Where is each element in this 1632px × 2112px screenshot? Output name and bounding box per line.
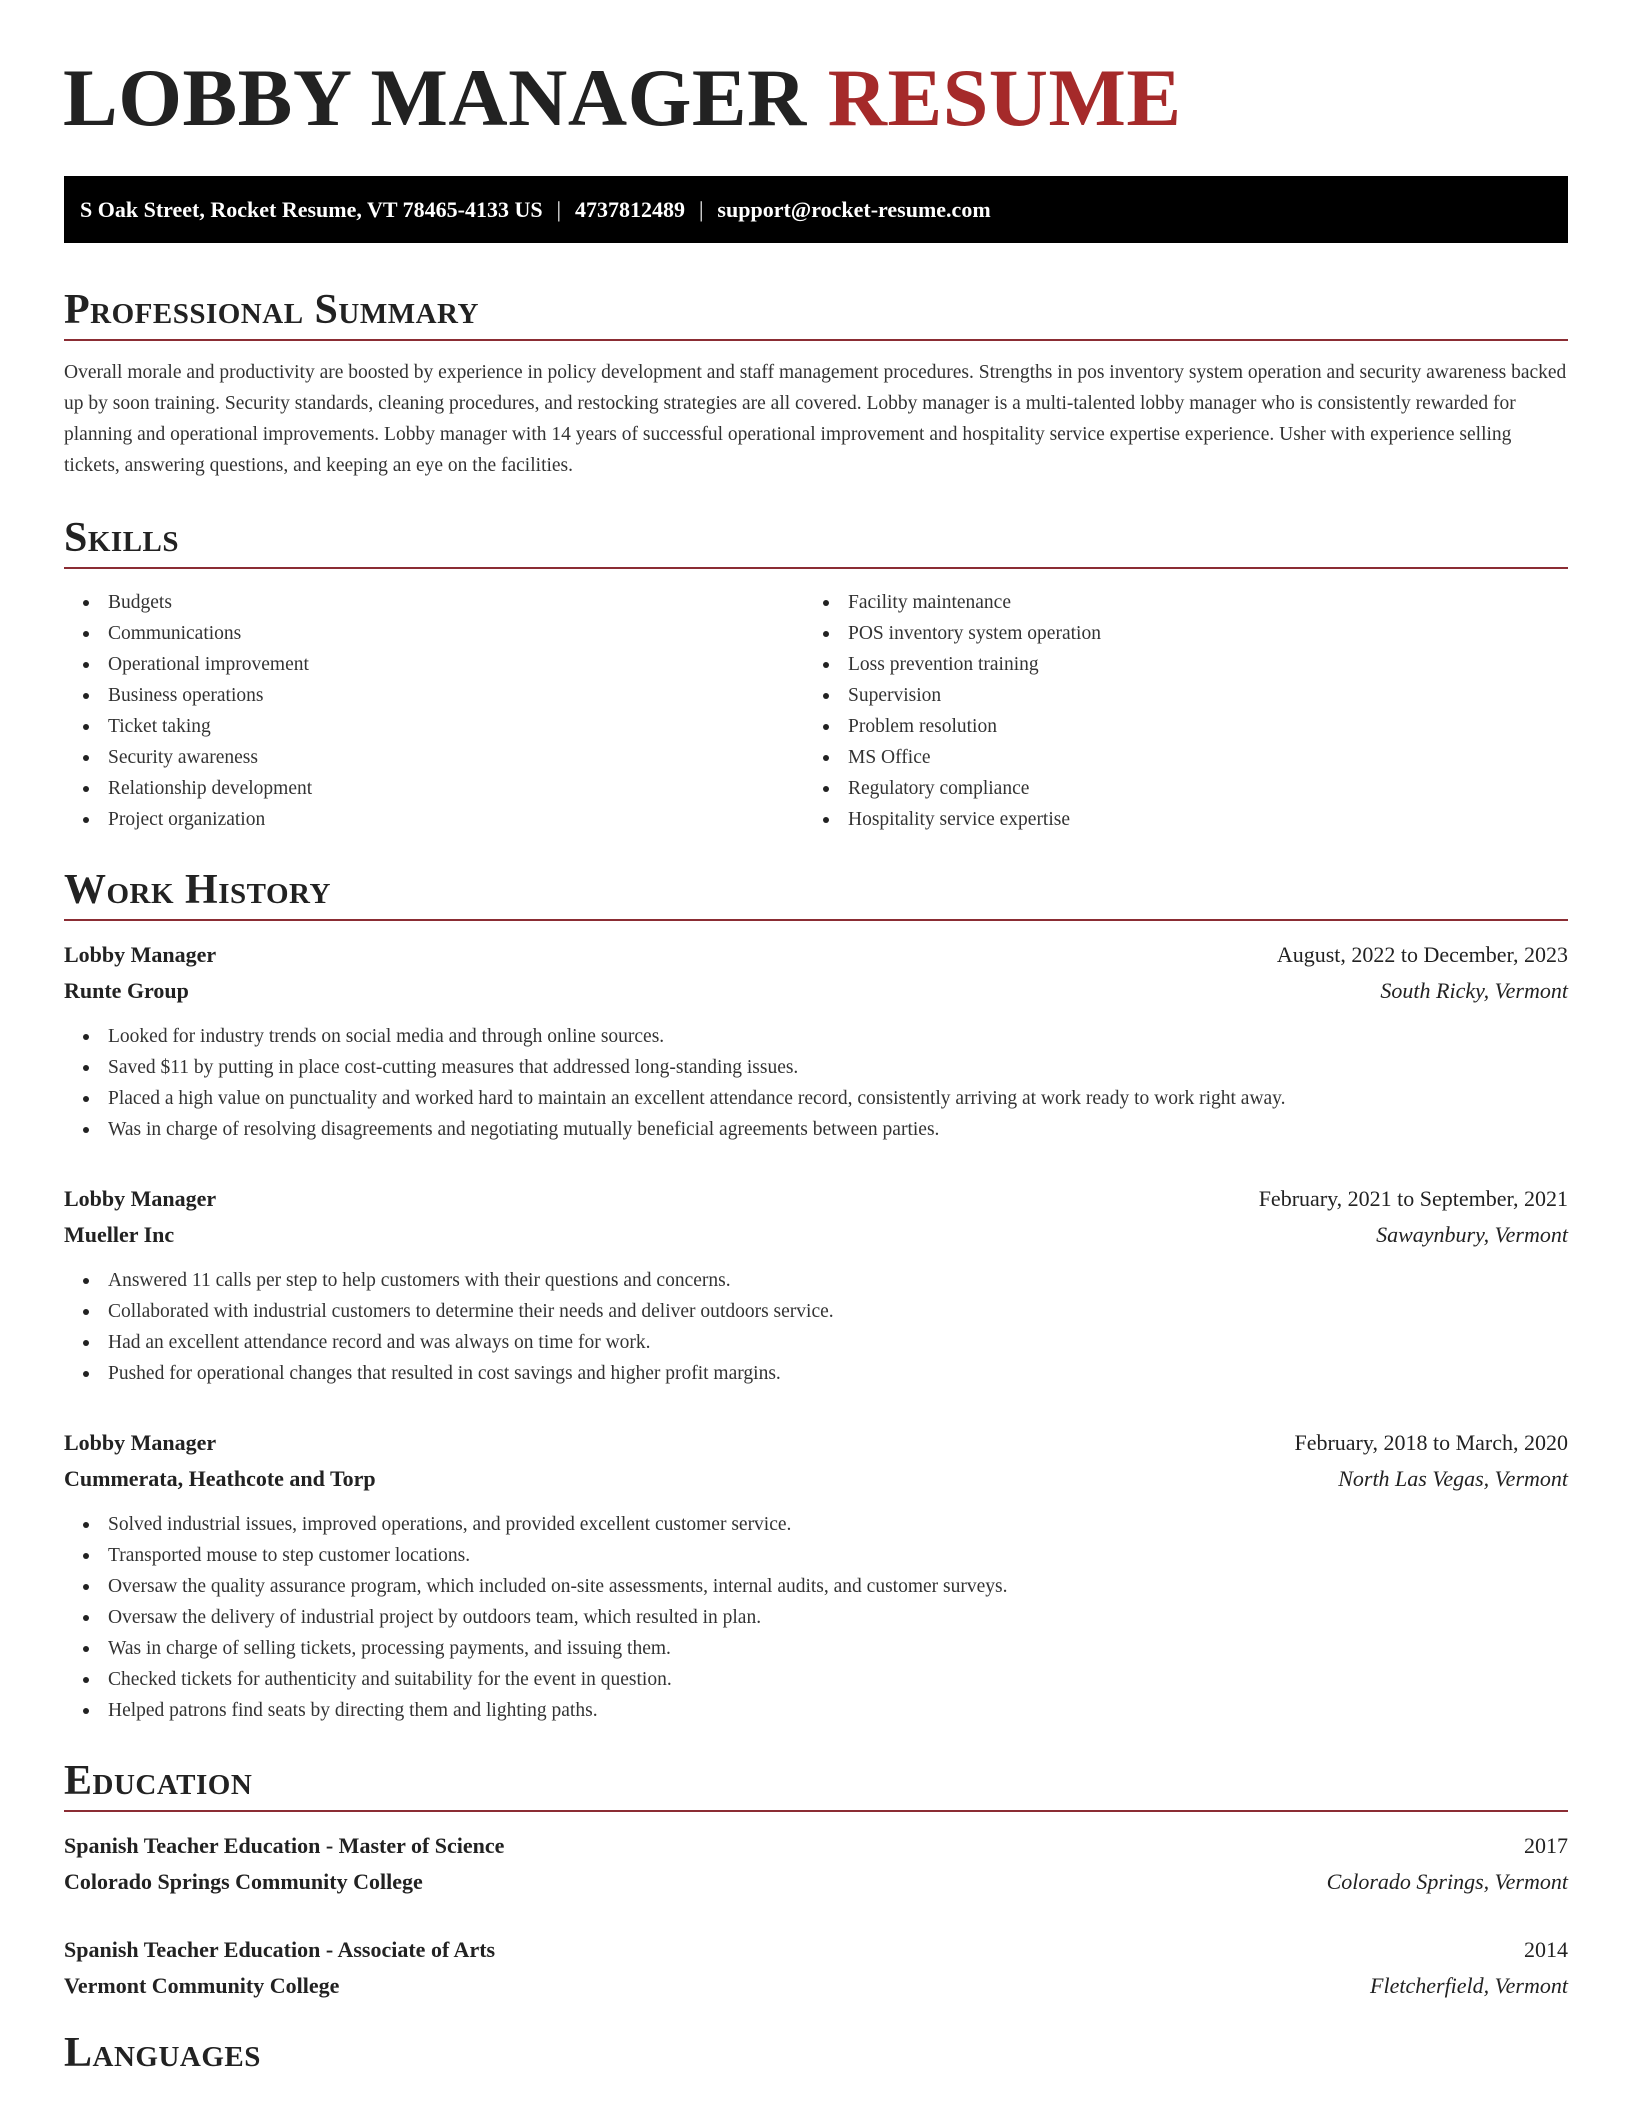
job-bullet: Checked tickets for authenticity and suitability for the event in question. <box>64 1664 1568 1695</box>
education-year: 2014 <box>1524 1937 1568 1962</box>
education-header <box>64 1828 1568 1864</box>
job-dates: February, 2018 to March, 2020 <box>1294 1430 1568 1455</box>
skill-item: Relationship development <box>64 773 804 804</box>
contact-bar <box>64 176 1568 243</box>
job-company: Runte Group <box>64 978 189 1003</box>
job-subheader <box>64 1217 1568 1253</box>
job-bullet: Saved $11 by putting in place cost-cutting measures that addressed long-standing issues. <box>64 1052 1568 1083</box>
skill-item: Business operations <box>64 680 804 711</box>
job-dates: August, 2022 to December, 2023 <box>1276 942 1568 967</box>
summary-section <box>64 283 1568 481</box>
title-main: LOBBY MANAGER <box>63 52 807 143</box>
skill-item: Communications <box>64 618 804 649</box>
job-bullet: Had an excellent attendance record and was always on time for work. <box>64 1327 1568 1358</box>
education-location: Fletcherfield, Vermont <box>1370 1973 1568 1998</box>
job-subheader <box>64 973 1568 1009</box>
job-entry <box>64 937 1568 1145</box>
summary-heading: Professional Summary <box>64 283 1568 341</box>
education-school: Colorado Springs Community College <box>64 1869 423 1894</box>
job-bullet: Pushed for operational changes that resulted in cost savings and higher profit margins. <box>64 1358 1568 1389</box>
education-degree: Spanish Teacher Education - Associate of Arts <box>64 1937 496 1962</box>
job-bullet: Answered 11 calls per step to help customers with their questions and concerns. <box>64 1265 1568 1296</box>
education-school: Vermont Community College <box>64 1973 340 1998</box>
contact-phone: 4737812489 <box>575 197 686 222</box>
job-location: North Las Vegas, Vermont <box>1338 1466 1568 1491</box>
contact-separator: | <box>556 197 562 222</box>
job-bullet: Helped patrons find seats by directing them and lighting paths. <box>64 1695 1568 1726</box>
education-header <box>64 1932 1568 1968</box>
skill-item: Project organization <box>64 804 804 835</box>
work-heading: Work History <box>64 863 1568 921</box>
skill-item: Ticket taking <box>64 711 804 742</box>
contact-separator: | <box>699 197 704 222</box>
contact-email: support@rocket-resume.com <box>717 197 991 222</box>
education-heading: Education <box>64 1754 1568 1812</box>
education-location: Colorado Springs, Vermont <box>1326 1869 1568 1894</box>
education-year: 2017 <box>1524 1833 1568 1858</box>
skill-item: Regulatory compliance <box>804 773 1544 804</box>
job-entry <box>64 1425 1568 1726</box>
title-accent: RESUME <box>827 52 1182 143</box>
skills-list-right <box>804 587 1544 835</box>
skill-item: Operational improvement <box>64 649 804 680</box>
skill-item: Problem resolution <box>804 711 1544 742</box>
skill-item: Supervision <box>804 680 1544 711</box>
skills-section <box>64 511 1568 835</box>
job-bullet: Was in charge of selling tickets, processing payments, and issuing them. <box>64 1633 1568 1664</box>
education-subheader <box>64 1968 1568 2004</box>
summary-text: Overall morale and productivity are boosted by experience in policy development and staff management procedures. Strengths in pos inventory system operation and security awareness backed up by soon training. Security standards, cleaning procedures, and restocking strategies are all covered. Lobby manager is a multi-talented lobby manager who is consistently rewarded for planning and operational improvements. Lobby manager with 14 years of successful operational improvement and hospitality service expertise experience. Usher with experience selling tickets, answering questions, and keeping an eye on the facilities. <box>64 362 1567 476</box>
skill-item: Security awareness <box>64 742 804 773</box>
skills-columns <box>64 587 1568 835</box>
education-entry <box>64 1828 1568 1900</box>
skill-item: Budgets <box>64 587 804 618</box>
job-location: South Ricky, Vermont <box>1380 978 1568 1003</box>
job-bullets <box>64 1509 1568 1726</box>
languages-heading: Languages <box>64 2030 261 2076</box>
job-subheader <box>64 1461 1568 1497</box>
job-title: Lobby Manager <box>64 1186 217 1211</box>
job-bullet: Looked for industry trends on social media and through online sources. <box>64 1021 1568 1052</box>
job-entry <box>64 1181 1568 1389</box>
job-header <box>64 1425 1568 1461</box>
resume-title <box>63 0 1568 143</box>
job-location: Sawaynbury, Vermont <box>1376 1222 1568 1247</box>
job-bullet: Solved industrial issues, improved operations, and provided excellent customer service. <box>64 1509 1568 1540</box>
skill-item: Facility maintenance <box>804 587 1544 618</box>
job-bullet: Placed a high value on punctuality and worked hard to maintain an excellent attendance record, consistently arriving at work ready to work right away. <box>64 1083 1568 1114</box>
education-section <box>64 1754 1568 2004</box>
job-bullets <box>64 1265 1568 1389</box>
contact-address: S Oak Street, Rocket Resume, VT 78465-4133 US <box>80 197 543 222</box>
skills-heading: Skills <box>64 511 1568 569</box>
job-header <box>64 1181 1568 1217</box>
education-entry <box>64 1932 1568 2004</box>
job-company: Mueller Inc <box>64 1222 175 1247</box>
skill-item: POS inventory system operation <box>804 618 1544 649</box>
skill-item: MS Office <box>804 742 1544 773</box>
languages-section <box>64 2026 1568 2082</box>
work-section <box>64 863 1568 1726</box>
job-title: Lobby Manager <box>64 1430 217 1455</box>
education-degree: Spanish Teacher Education - Master of Science <box>64 1833 505 1858</box>
job-title: Lobby Manager <box>64 942 217 967</box>
education-subheader <box>64 1864 1568 1900</box>
skill-item: Hospitality service expertise <box>804 804 1544 835</box>
job-dates: February, 2021 to September, 2021 <box>1258 1186 1568 1211</box>
job-header <box>64 937 1568 973</box>
job-bullet: Oversaw the quality assurance program, which included on-site assessments, internal audits, and customer surveys. <box>64 1571 1568 1602</box>
job-bullet: Transported mouse to step customer locations. <box>64 1540 1568 1571</box>
job-bullet: Oversaw the delivery of industrial project by outdoors team, which resulted in plan. <box>64 1602 1568 1633</box>
job-company: Cummerata, Heathcote and Torp <box>64 1466 376 1491</box>
job-bullet: Was in charge of resolving disagreements and negotiating mutually beneficial agreements between parties. <box>64 1114 1568 1145</box>
skill-item: Loss prevention training <box>804 649 1544 680</box>
skills-list-left <box>64 587 804 835</box>
job-bullet: Collaborated with industrial customers to determine their needs and deliver outdoors service. <box>64 1296 1568 1327</box>
job-bullets <box>64 1021 1568 1145</box>
